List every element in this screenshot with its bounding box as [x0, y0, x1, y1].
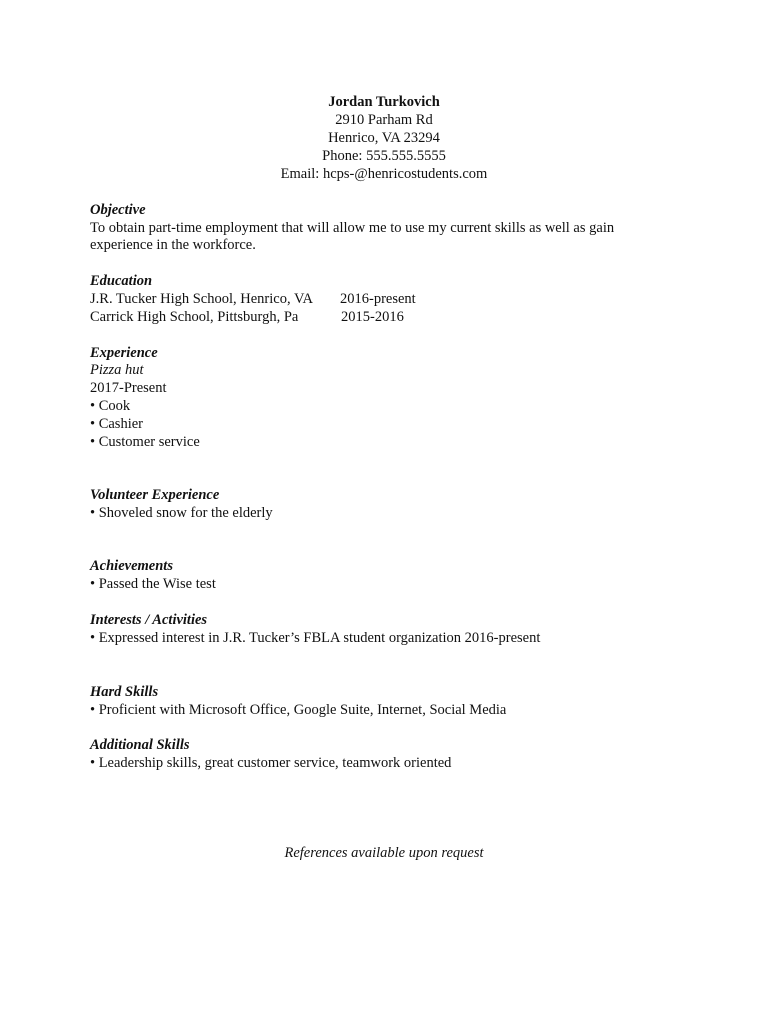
education-heading: Education: [90, 273, 153, 289]
objective-line: experience in the workforce.: [90, 237, 256, 253]
experience-bullet: • Cashier: [90, 416, 143, 432]
interests-heading: Interests / Activities: [90, 612, 208, 628]
experience-bullet: • Customer service: [90, 434, 200, 450]
education-years: 2015-2016: [341, 309, 404, 325]
experience-bullet: • Cook: [90, 398, 131, 414]
achievements-heading: Achievements: [90, 558, 173, 574]
experience-heading: Experience: [90, 345, 158, 361]
address-line-2: Henrico, VA 23294: [328, 130, 440, 146]
interests-bullet: • Expressed interest in J.R. Tucker’s FBLA student organization 2016-present: [90, 630, 541, 646]
hard-skills-heading: Hard Skills: [90, 684, 159, 700]
applicant-name: Jordan Turkovich: [328, 94, 440, 110]
additional-skills-heading: Additional Skills: [90, 737, 190, 753]
hard-skills-bullet: • Proficient with Microsoft Office, Google Suite, Internet, Social Media: [90, 702, 507, 718]
references-note: References available upon request: [284, 845, 484, 861]
phone-number: Phone: 555.555.5555: [322, 148, 446, 164]
additional-skills-bullet: • Leadership skills, great customer service, teamwork oriented: [90, 755, 452, 771]
volunteer-heading: Volunteer Experience: [90, 487, 220, 503]
education-school: J.R. Tucker High School, Henrico, VA: [90, 291, 314, 307]
objective-heading: Objective: [90, 202, 146, 218]
achievements-bullet: • Passed the Wise test: [90, 576, 216, 592]
education-school: Carrick High School, Pittsburgh, Pa: [90, 309, 299, 325]
email-address: Email: hcps-@henricostudents.com: [280, 166, 488, 182]
volunteer-bullet: • Shoveled snow for the elderly: [90, 505, 273, 521]
experience-dates: 2017-Present: [90, 380, 167, 396]
education-years: 2016-present: [340, 291, 416, 307]
address-line-1: 2910 Parham Rd: [335, 112, 433, 128]
objective-line: To obtain part-time employment that will allow me to use my current skills as well as gain: [90, 220, 615, 236]
experience-employer: Pizza hut: [90, 362, 144, 378]
